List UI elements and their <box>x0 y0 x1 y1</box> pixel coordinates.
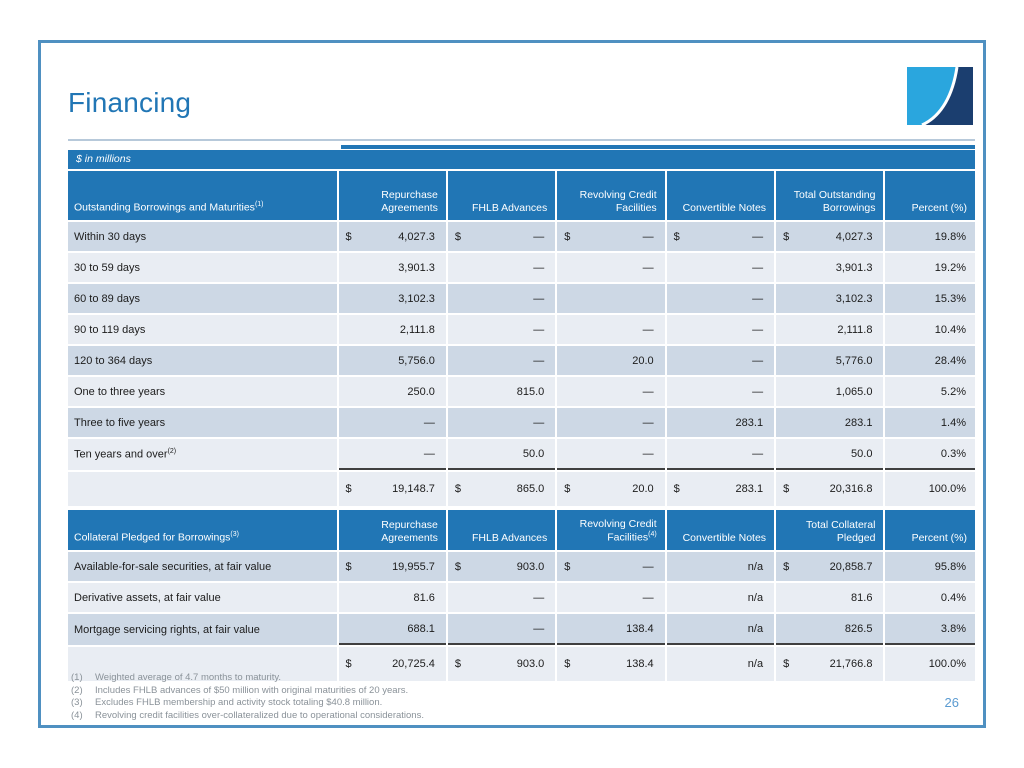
cell-value <box>885 472 975 506</box>
cell-value <box>557 315 664 344</box>
amount: — <box>642 385 654 398</box>
cell-value <box>448 552 555 581</box>
amount: — <box>752 323 764 336</box>
amount: 0.3% <box>940 447 966 460</box>
amount: — <box>752 385 764 398</box>
amount: 20.0 <box>632 354 654 367</box>
currency-symbol: $ <box>345 560 352 573</box>
column-header: FHLB Advances <box>448 510 555 550</box>
amount: 19.8% <box>934 230 966 243</box>
footnote-text: Weighted average of 4.7 months to maturity. <box>95 672 282 683</box>
amount: 20,316.8 <box>829 483 873 495</box>
amount: 903.0 <box>516 658 545 670</box>
cell-value <box>776 472 883 506</box>
amount: 3,901.3 <box>835 261 873 274</box>
outstanding-borrowings-table <box>66 169 977 508</box>
currency-symbol: $ <box>454 230 462 243</box>
amount: — <box>642 447 654 460</box>
cell-value <box>776 552 883 581</box>
cell-value <box>557 614 664 645</box>
footnote-line <box>71 685 424 698</box>
column-header: Repurchase Agreements <box>339 510 446 550</box>
amount: 0.4% <box>940 591 966 604</box>
amount: 865.0 <box>516 483 545 495</box>
currency-symbol: $ <box>564 483 571 495</box>
cell-value <box>667 284 774 313</box>
cell-value <box>667 614 774 645</box>
amount: 50.0 <box>522 447 545 460</box>
cell-value <box>885 647 975 681</box>
cell-value <box>339 253 446 282</box>
amount: 20.0 <box>632 483 654 495</box>
table-row <box>68 284 975 313</box>
column-header: Convertible Notes <box>667 171 774 220</box>
amount: 3.8% <box>940 622 966 635</box>
amount: 138.4 <box>626 622 654 635</box>
row-label: Within 30 days <box>74 230 147 243</box>
column-header: Percent (%) <box>885 510 975 550</box>
amount: 20,858.7 <box>829 560 873 573</box>
row-label: Available-for-sale securities, at fair value <box>74 560 272 573</box>
row-label: Mortgage servicing rights, at fair value <box>74 623 260 636</box>
cell-value <box>885 377 975 406</box>
footnote-number: (3) <box>71 697 83 708</box>
cell-value <box>339 439 446 470</box>
cell-value <box>776 408 883 437</box>
currency-symbol: $ <box>783 483 790 495</box>
table-row <box>68 614 975 645</box>
currency-symbol: $ <box>454 658 462 670</box>
amount: — <box>642 230 654 243</box>
cell-value <box>667 222 774 251</box>
amount: n/a <box>747 658 764 670</box>
amount: 100.0% <box>928 483 966 495</box>
amount: 95.8% <box>934 560 966 573</box>
amount: — <box>533 292 545 305</box>
footnotes <box>71 672 424 722</box>
amount: 20,725.4 <box>392 658 435 670</box>
cell-value <box>667 346 774 375</box>
cell-value <box>448 253 555 282</box>
amount: — <box>752 292 764 305</box>
cell-value <box>557 222 664 251</box>
title-divider <box>68 139 975 141</box>
amount: 1.4% <box>940 416 966 429</box>
cell-value <box>776 253 883 282</box>
footnote-text: Includes FHLB advances of $50 million with original maturities of 20 years. <box>95 684 409 696</box>
cell-value <box>776 222 883 251</box>
slide-frame <box>38 40 986 728</box>
cell-value <box>667 253 774 282</box>
amount: — <box>533 416 545 429</box>
cell-value <box>667 472 774 506</box>
cell-value <box>667 583 774 612</box>
cell-value <box>776 647 883 681</box>
amount: n/a <box>747 591 764 604</box>
cell-value <box>885 315 975 344</box>
cell-value <box>557 552 664 581</box>
amount: 81.6 <box>413 591 435 604</box>
amount: 28.4% <box>934 354 966 367</box>
cell-value <box>776 315 883 344</box>
table-row <box>68 408 975 437</box>
row-label <box>68 472 337 506</box>
cell-value <box>776 377 883 406</box>
footnote-text: Revolving credit facilities over-collateralized due to operational considerations. <box>95 709 424 721</box>
amount: — <box>642 323 654 336</box>
amount: 4,027.3 <box>398 230 435 243</box>
amount: 19.2% <box>934 261 966 274</box>
table-total-row <box>68 472 975 506</box>
cell-value <box>339 472 446 506</box>
amount: 826.5 <box>844 622 873 635</box>
amount: 815.0 <box>516 385 545 398</box>
amount: 5,756.0 <box>398 354 435 367</box>
amount: — <box>423 447 435 460</box>
cell-value <box>885 439 975 470</box>
amount: n/a <box>747 622 764 635</box>
cell-value <box>667 647 774 681</box>
cell-value <box>885 552 975 581</box>
table-header-row <box>68 510 975 550</box>
amount: 283.1 <box>735 483 764 495</box>
amount: 283.1 <box>844 416 873 429</box>
amount: 4,027.3 <box>835 230 873 243</box>
amount: 3,901.3 <box>398 261 435 274</box>
cell-value <box>557 472 664 506</box>
amount: — <box>533 354 545 367</box>
cell-value <box>448 222 555 251</box>
amount: n/a <box>747 560 764 573</box>
row-label: Derivative assets, at fair value <box>74 591 221 604</box>
cell-value <box>448 472 555 506</box>
currency-symbol: $ <box>783 230 790 243</box>
column-header: Repurchase Agreements <box>339 171 446 220</box>
amount: — <box>752 447 764 460</box>
amount: 5,776.0 <box>835 354 873 367</box>
row-label: One to three years <box>74 385 166 398</box>
cell-value <box>776 583 883 612</box>
amount: 100.0% <box>928 658 966 670</box>
cell-value <box>667 439 774 470</box>
currency-symbol: $ <box>783 658 790 670</box>
cell-value <box>667 377 774 406</box>
amount: 250.0 <box>407 385 435 398</box>
column-header: FHLB Advances <box>448 171 555 220</box>
footnote-line <box>71 697 424 710</box>
amount: 2,111.8 <box>837 323 873 336</box>
cell-value <box>557 439 664 470</box>
footnote-line <box>71 672 424 685</box>
table-row <box>68 552 975 581</box>
cell-value <box>776 284 883 313</box>
currency-symbol: $ <box>454 483 462 495</box>
cell-value <box>885 222 975 251</box>
row-label: Three to five years <box>74 416 166 429</box>
amount: 19,148.7 <box>392 483 435 495</box>
cell-value <box>557 408 664 437</box>
currency-symbol: $ <box>564 658 571 670</box>
cell-value <box>448 346 555 375</box>
amount: — <box>752 261 764 274</box>
cell-value <box>339 315 446 344</box>
amount: 283.1 <box>735 416 764 429</box>
amount: — <box>533 591 545 604</box>
amount: — <box>752 230 764 243</box>
company-logo <box>907 67 973 125</box>
table-row <box>68 439 975 470</box>
amount: — <box>752 354 764 367</box>
row-label: 30 to 59 days <box>74 261 141 274</box>
cell-value <box>448 614 555 645</box>
table-row <box>68 377 975 406</box>
cell-value <box>339 583 446 612</box>
row-label: 90 to 119 days <box>74 323 146 336</box>
cell-value <box>448 284 555 313</box>
cell-value <box>776 346 883 375</box>
footnote-number: (4) <box>71 709 83 721</box>
cell-value <box>885 614 975 645</box>
amount: — <box>642 591 654 604</box>
amount: — <box>642 416 654 429</box>
amount: 5.2% <box>940 385 966 398</box>
cell-value <box>448 377 555 406</box>
row-label: 120 to 364 days <box>74 354 153 367</box>
cell-value <box>557 647 664 681</box>
amount: — <box>533 261 545 274</box>
row-group-header: Collateral Pledged for Borrowings$^{(3)}$ <box>68 510 337 550</box>
cell-value <box>776 614 883 645</box>
column-header: Total Collateral Pledged <box>776 510 883 550</box>
table-top-strip <box>341 145 975 149</box>
table-header-row <box>68 171 975 220</box>
column-header: Percent (%) <box>885 171 975 220</box>
cell-value <box>339 346 446 375</box>
table-row <box>68 346 975 375</box>
cell-value <box>885 583 975 612</box>
amount: — <box>533 622 545 635</box>
amount: 3,102.3 <box>835 292 873 305</box>
amount: 15.3% <box>934 292 966 305</box>
currency-symbol: $ <box>345 658 352 670</box>
table-row <box>68 583 975 612</box>
page-number: 26 <box>944 695 959 710</box>
cell-value <box>885 253 975 282</box>
cell-value <box>667 408 774 437</box>
cell-value <box>667 315 774 344</box>
collateral-pledged-table <box>66 508 977 683</box>
column-header: Total Outstanding Borrowings <box>776 171 883 220</box>
cell-value <box>448 315 555 344</box>
currency-symbol: $ <box>564 560 571 573</box>
cell-value <box>339 377 446 406</box>
amount: 19,955.7 <box>392 560 435 573</box>
cell-value <box>448 408 555 437</box>
cell-value <box>339 552 446 581</box>
cell-value <box>448 647 555 681</box>
units-label: $ in millions <box>68 150 975 169</box>
footnote-line <box>71 710 424 723</box>
amount: 10.4% <box>934 323 966 336</box>
currency-symbol: $ <box>454 560 462 573</box>
column-header: Revolving Credit Facilities$^{(4)}$ <box>557 510 664 550</box>
amount: 2,111.8 <box>399 323 435 336</box>
cell-value <box>339 408 446 437</box>
currency-symbol: $ <box>673 483 680 495</box>
cell-value <box>339 614 446 645</box>
cell-value <box>557 583 664 612</box>
amount: — <box>533 323 545 336</box>
slide-title: Financing <box>68 87 192 118</box>
cell-value <box>885 346 975 375</box>
table-row <box>68 253 975 282</box>
table-row <box>68 315 975 344</box>
amount: 688.1 <box>407 622 435 635</box>
tables-area <box>68 139 975 683</box>
footnote-number: (1) <box>71 672 83 683</box>
cell-value <box>448 583 555 612</box>
cell-value <box>339 222 446 251</box>
row-group-header: Outstanding Borrowings and Maturities$^{(1)}$ <box>68 171 337 220</box>
cell-value <box>667 552 774 581</box>
currency-symbol: $ <box>783 560 790 573</box>
amount: 50.0 <box>851 447 873 460</box>
amount: 903.0 <box>516 560 545 573</box>
table-row <box>68 222 975 251</box>
currency-symbol: $ <box>345 230 352 243</box>
column-header: Convertible Notes <box>667 510 774 550</box>
row-label: 60 to 89 days <box>74 292 141 305</box>
currency-symbol: $ <box>673 230 680 243</box>
amount: 21,766.8 <box>829 658 873 670</box>
currency-symbol: $ <box>345 483 352 495</box>
amount: 3,102.3 <box>398 292 435 305</box>
column-header: Revolving Credit Facilities <box>557 171 664 220</box>
cell-value <box>557 377 664 406</box>
amount: — <box>423 416 435 429</box>
amount: — <box>642 261 654 274</box>
currency-symbol: $ <box>564 230 571 243</box>
amount: 1,065.0 <box>835 385 873 398</box>
amount: — <box>642 560 654 573</box>
cell-value <box>557 346 664 375</box>
cell-value <box>557 253 664 282</box>
cell-value <box>339 284 446 313</box>
amount: 81.6 <box>851 591 873 604</box>
cell-value <box>557 284 664 313</box>
footnote-text: Excludes FHLB membership and activity stock totaling $40.8 million. <box>95 697 383 708</box>
cell-value <box>448 439 555 470</box>
footnote-number: (2) <box>71 684 83 696</box>
cell-value <box>776 439 883 470</box>
cell-value <box>885 284 975 313</box>
amount: 138.4 <box>626 658 654 670</box>
amount: — <box>533 230 545 243</box>
row-label: Ten years and over$^{(2)}$ <box>74 448 177 461</box>
cell-value <box>885 408 975 437</box>
